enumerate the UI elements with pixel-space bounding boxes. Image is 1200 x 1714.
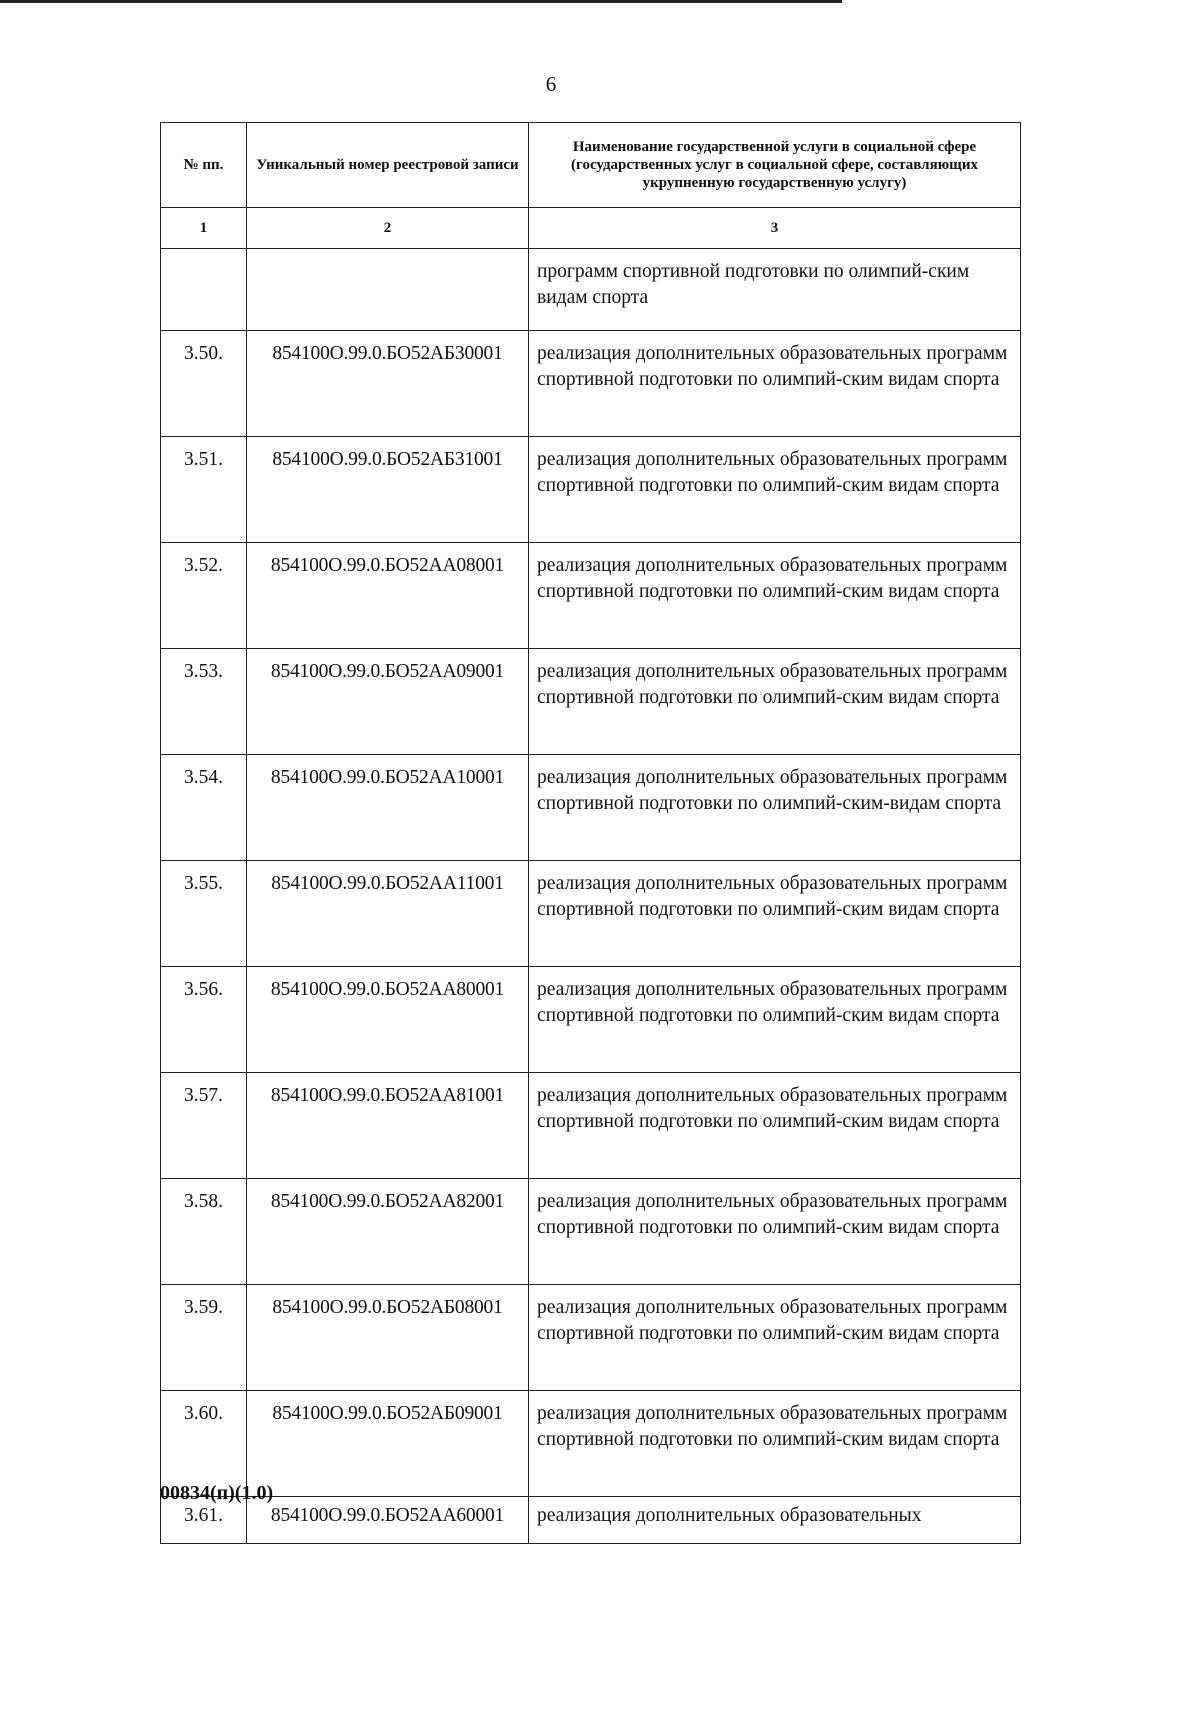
table-row xyxy=(161,543,1021,649)
table-header-row xyxy=(161,123,1021,208)
service-name: реализация дополнительных образовательных программ спортивной подготовки по олимпий-ским видам спорта xyxy=(529,649,1021,755)
column-number: 1 xyxy=(161,208,247,249)
row-number: 3.56. xyxy=(161,967,247,1073)
header-number-text: № пп. xyxy=(183,157,224,173)
service-name: программ спортивной подготовки по олимпий-ским видам спорта xyxy=(529,249,1021,331)
header-registry-code: Уникальный номер реестровой записи xyxy=(247,123,529,208)
page-number: 6 xyxy=(545,72,557,96)
header-service-name: Наименование государственной услуги в социальной сфере (государственных услуг в социальной сфере, составляющих укрупненную государственную услугу) xyxy=(529,123,1021,208)
service-name: реализация дополнительных образовательных программ спортивной подготовки по олимпий-ским видам спорта xyxy=(529,1073,1021,1179)
registry-code: 854100О.99.0.БО52АБ31001 xyxy=(247,437,529,543)
row-number: 3.55. xyxy=(161,861,247,967)
service-name: реализация дополнительных образовательных программ спортивной подготовки по олимпий-ским-видам спорта xyxy=(529,755,1021,861)
table-row xyxy=(161,437,1021,543)
row-number: 3.58. xyxy=(161,1179,247,1285)
row-number: 3.59. xyxy=(161,1285,247,1391)
table-row xyxy=(161,249,1021,331)
row-number: 3.57. xyxy=(161,1073,247,1179)
service-name: реализация дополнительных образовательных программ спортивной подготовки по олимпий-ским видам спорта xyxy=(529,543,1021,649)
top-rule xyxy=(0,0,842,3)
service-name: реализация дополнительных образовательных программ спортивной подготовки по олимпий-ским видам спорта xyxy=(529,437,1021,543)
registry-code: 854100О.99.0.БО52АА08001 xyxy=(247,543,529,649)
table-row xyxy=(161,755,1021,861)
row-number: 3.51. xyxy=(161,437,247,543)
table-row xyxy=(161,649,1021,755)
service-name: реализация дополнительных образовательных программ спортивной подготовки по олимпий-ским видам спорта xyxy=(529,861,1021,967)
table-row xyxy=(161,1497,1021,1544)
registry-code: 854100О.99.0.БО52АА80001 xyxy=(247,967,529,1073)
registry-table xyxy=(160,122,1021,1544)
table-row xyxy=(161,1285,1021,1391)
table-row xyxy=(161,1179,1021,1285)
column-numbers-row xyxy=(161,208,1021,249)
table-row xyxy=(161,861,1021,967)
row-number: 3.60. xyxy=(161,1391,247,1497)
service-name: реализация дополнительных образовательных xyxy=(529,1497,1021,1544)
table-row xyxy=(161,1391,1021,1497)
document-form-code: 00834(п)(1.0) xyxy=(160,1482,274,1504)
column-number: 3 xyxy=(529,208,1021,249)
header-number xyxy=(161,123,247,208)
table-row xyxy=(161,331,1021,437)
service-name: реализация дополнительных образовательных программ спортивной подготовки по олимпий-ским видам спорта xyxy=(529,1391,1021,1497)
row-number: 3.61. xyxy=(161,1497,247,1544)
registry-code: 854100О.99.0.БО52АА10001 xyxy=(247,755,529,861)
column-number: 2 xyxy=(247,208,529,249)
registry-code: 854100О.99.0.БО52АБ09001 xyxy=(247,1391,529,1497)
registry-code xyxy=(247,249,529,331)
table-row xyxy=(161,1073,1021,1179)
row-number xyxy=(161,249,247,331)
registry-code: 854100О.99.0.БО52АБ08001 xyxy=(247,1285,529,1391)
table-row xyxy=(161,967,1021,1073)
registry-code: 854100О.99.0.БО52АА11001 xyxy=(247,861,529,967)
row-number: 3.50. xyxy=(161,331,247,437)
service-name: реализация дополнительных образовательных программ спортивной подготовки по олимпий-ским видам спорта xyxy=(529,331,1021,437)
service-name: реализация дополнительных образовательных программ спортивной подготовки по олимпий-ским видам спорта xyxy=(529,1179,1021,1285)
registry-code: 854100О.99.0.БО52АА09001 xyxy=(247,649,529,755)
row-number: 3.53. xyxy=(161,649,247,755)
row-number: 3.52. xyxy=(161,543,247,649)
service-name: реализация дополнительных образовательных программ спортивной подготовки по олимпий-ским видам спорта xyxy=(529,967,1021,1073)
row-number: 3.54. xyxy=(161,755,247,861)
registry-code: 854100О.99.0.БО52АА82001 xyxy=(247,1179,529,1285)
registry-code: 854100О.99.0.БО52АА60001 xyxy=(247,1497,529,1544)
service-name: реализация дополнительных образовательных программ спортивной подготовки по олимпий-ским видам спорта xyxy=(529,1285,1021,1391)
registry-code: 854100О.99.0.БО52АБ30001 xyxy=(247,331,529,437)
registry-code: 854100О.99.0.БО52АА81001 xyxy=(247,1073,529,1179)
